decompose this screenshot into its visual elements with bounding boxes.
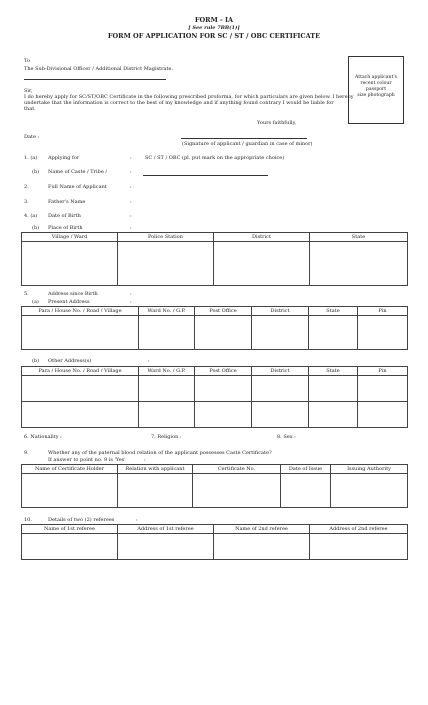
other-header-post-office: Post Office	[195, 367, 252, 376]
field-2-colon: :	[130, 184, 132, 190]
body-line-2: undertake that the information is correct to the best of my knowledge and if anything found contrary I would be liable for	[24, 100, 334, 106]
birth-header-police-station: Police Station	[118, 233, 214, 242]
other-cell-ward-1[interactable]	[139, 376, 195, 402]
other-cell-post-office-2[interactable]	[195, 402, 252, 428]
cert-header-holder: Name of Certificate Holder	[22, 465, 118, 474]
referee-header-address-1: Address of 1st referee	[118, 525, 214, 534]
field-4b-number: (b)	[32, 225, 40, 231]
q9-followup: If answer to point no. 9 is 'Yes'	[48, 457, 126, 463]
other-address-colon: :	[148, 358, 150, 364]
q9-colon: :	[144, 457, 146, 463]
other-cell-state-1[interactable]	[309, 376, 358, 402]
present-header-state: State	[309, 307, 358, 316]
referee-cell-address-2[interactable]	[310, 534, 408, 560]
field-2-number: 2.	[24, 184, 29, 190]
form-number: FORM - IA	[194, 16, 234, 24]
other-header-state: State	[309, 367, 358, 376]
to-label: To	[24, 58, 30, 64]
field-3-number: 3.	[24, 199, 29, 205]
field-1a-number: 1. (a)	[24, 155, 38, 161]
field-1b-colon: :	[130, 169, 132, 175]
body-line-3: that.	[24, 106, 36, 112]
birth-header-village: Village / Ward	[22, 233, 118, 242]
field-1a-choices[interactable]: SC / ST / OBC (pl. put mark on the appropriate choice)	[145, 155, 285, 161]
photo-box[interactable]	[348, 56, 404, 124]
signature-line[interactable]	[181, 138, 307, 139]
other-cell-district-2[interactable]	[252, 402, 309, 428]
field-1a-colon: :	[130, 155, 132, 161]
present-cell-para[interactable]	[22, 316, 139, 350]
cert-header-number: Certificate No.	[193, 465, 281, 474]
other-cell-pin-1[interactable]	[358, 376, 408, 402]
other-cell-pin-2[interactable]	[358, 402, 408, 428]
present-address-number: (a)	[32, 299, 39, 305]
present-cell-district[interactable]	[252, 316, 309, 350]
present-address-table	[21, 306, 408, 350]
present-cell-post-office[interactable]	[195, 316, 252, 350]
referee-header-address-2: Address of 2nd referee	[310, 525, 408, 534]
field-4a-label: Date of Birth	[48, 213, 81, 219]
q10-label: Details of two (2) referees	[48, 517, 115, 523]
field-3-label: Father's Name	[48, 199, 86, 205]
referee-header-name-2: Name of 2nd referee	[214, 525, 310, 534]
photo-line-4: size photograph	[357, 93, 395, 98]
present-header-pin: Pin	[358, 307, 408, 316]
field-1b-label: Name of Caste / Tribe /	[48, 169, 108, 175]
yours-faithfully: Yours faithfully,	[257, 120, 297, 126]
referee-cell-name-2[interactable]	[214, 534, 310, 560]
referee-header-name-1: Name of 1st referee	[22, 525, 118, 534]
other-cell-state-2[interactable]	[309, 402, 358, 428]
birth-place-table	[21, 232, 408, 286]
officer-line: The Sub-Divisional Officer / Additional District Magistrate.	[24, 66, 174, 72]
birth-cell-village[interactable]	[22, 242, 118, 286]
q9-number: 9.	[24, 450, 29, 456]
referee-cell-address-1[interactable]	[118, 534, 214, 560]
other-cell-post-office-1[interactable]	[195, 376, 252, 402]
field-4b-colon: :	[130, 225, 132, 231]
other-cell-district-1[interactable]	[252, 376, 309, 402]
photo-line-2: recent colour	[360, 81, 392, 86]
birth-header-district: District	[214, 233, 310, 242]
religion-label: 7. Religion :	[151, 434, 182, 440]
photo-line-3: passport	[365, 87, 387, 92]
field-1b-number: (b)	[32, 169, 40, 175]
other-address-table	[21, 366, 408, 428]
referee-cell-name-1[interactable]	[22, 534, 118, 560]
cert-cell-relation[interactable]	[118, 474, 193, 508]
referees-table	[21, 524, 408, 560]
field-2-label: Full Name of Applicant	[48, 184, 107, 190]
present-header-post-office: Post Office	[195, 307, 252, 316]
rule-reference: [ See rule 7BB(1)]	[188, 25, 240, 31]
caste-tribe-input-line[interactable]	[143, 175, 268, 176]
cert-cell-number[interactable]	[193, 474, 281, 508]
present-cell-state[interactable]	[309, 316, 358, 350]
birth-cell-state[interactable]	[310, 242, 408, 286]
other-address-label: Other Address(s)	[48, 358, 92, 364]
cert-cell-date[interactable]	[281, 474, 331, 508]
other-cell-para-1[interactable]	[22, 376, 139, 402]
other-cell-ward-2[interactable]	[139, 402, 195, 428]
field-5-number: 5.	[24, 291, 29, 297]
other-address-number: (b)	[32, 358, 40, 364]
photo-line-1: Attach applicant's	[355, 75, 397, 80]
other-header-district: District	[252, 367, 309, 376]
field-4a-number: 4. (a)	[24, 213, 38, 219]
cert-header-relation: Relation with applicant	[118, 465, 193, 474]
field-4a-colon: :	[130, 213, 132, 219]
field-5-colon: :	[130, 291, 132, 297]
field-3-colon: :	[130, 199, 132, 205]
other-header-ward: Ward No. / G.P.	[139, 367, 195, 376]
q10-colon: :	[136, 517, 138, 523]
certificate-holder-table	[21, 464, 408, 508]
other-cell-para-2[interactable]	[22, 402, 139, 428]
body-line-1: I do hereby apply for SC/ST/OBC Certificate in the following prescribed proforma, for which particulars are given below. I hereby	[24, 94, 354, 100]
sex-label: 8. Sex :	[277, 434, 296, 440]
cert-header-authority: Issuing Authority	[331, 465, 408, 474]
birth-header-state: State	[310, 233, 408, 242]
form-title: FORM OF APPLICATION FOR SC / ST / OBC CERTIFICATE	[107, 32, 321, 40]
q9-question: Whether any of the paternal blood relation of the applicant possesses Caste Certificate?	[48, 450, 272, 456]
other-header-para: Para / House No. / Road / Village	[22, 367, 139, 376]
nationality-label: 6. Nationality :	[24, 434, 62, 440]
cert-header-date: Date of Issue	[281, 465, 331, 474]
sir-salutation: Sir,	[24, 88, 33, 94]
signature-caption: (Signature of applicant / guardian in case of minor)	[182, 141, 313, 147]
birth-cell-district[interactable]	[214, 242, 310, 286]
present-header-district: District	[252, 307, 309, 316]
q10-number: 10.	[24, 517, 32, 523]
present-address-colon: :	[130, 299, 132, 305]
officer-address-line[interactable]	[24, 79, 166, 80]
field-1a-label: Applying for	[48, 155, 80, 161]
present-cell-pin[interactable]	[358, 316, 408, 350]
other-header-pin: Pin	[358, 367, 408, 376]
cert-cell-authority[interactable]	[331, 474, 408, 508]
cert-cell-holder[interactable]	[22, 474, 118, 508]
present-cell-ward[interactable]	[139, 316, 195, 350]
present-header-para: Para / House No. / Road / Village	[22, 307, 139, 316]
field-4b-label: Place of Birth	[48, 225, 83, 231]
present-address-label: Present Address	[48, 299, 90, 305]
date-label: Date :	[24, 134, 40, 140]
field-5-label: Address since Birth	[48, 291, 98, 297]
present-header-ward: Ward No. / G.P.	[139, 307, 195, 316]
birth-cell-police-station[interactable]	[118, 242, 214, 286]
